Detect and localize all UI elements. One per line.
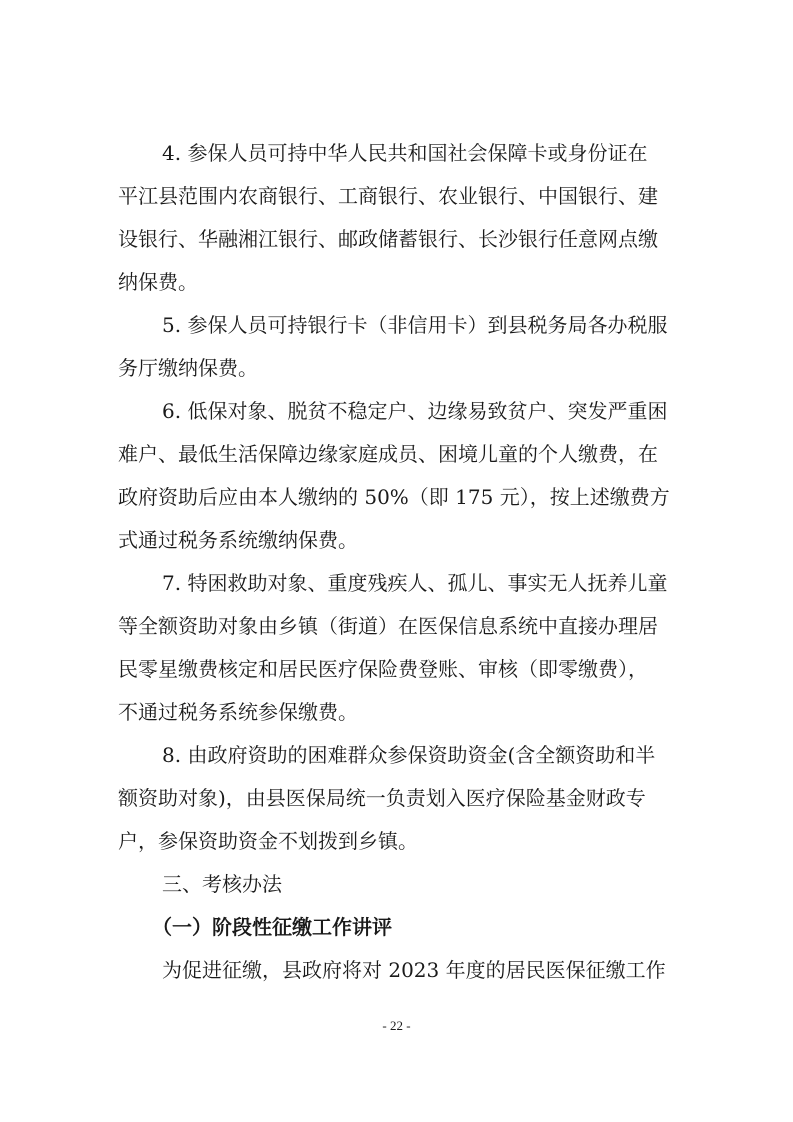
paragraph-6-line-4: 式通过税务系统缴纳保费。 [118, 528, 358, 552]
subsection-heading: （一）阶段性征缴工作讲评 [152, 915, 392, 939]
paragraph-4-line-3: 设银行、华融湘江银行、邮政储蓄银行、长沙银行任意网点缴 [118, 227, 658, 251]
paragraph-8-line-1: 8. 由政府资助的困难群众参保资助资金(含全额资助和半 [162, 743, 656, 767]
paragraph-7-line-2: 等全额资助对象由乡镇（街道）在医保信息系统中直接办理居 [118, 614, 658, 638]
paragraph-5-line-1: 5. 参保人员可持银行卡（非信用卡）到县税务局各办税服 [162, 313, 668, 337]
paragraph-7-line-3: 民零星缴费核定和居民医疗保险费登账、审核（即零缴费）， [118, 657, 648, 681]
section-heading: 三、考核办法 [162, 872, 282, 896]
paragraph-4-line-4: 纳保费。 [118, 270, 198, 294]
paragraph-6-line-1: 6. 低保对象、脱贫不稳定户、边缘易致贫户、突发严重困 [162, 399, 668, 423]
paragraph-7-line-1: 7. 特困救助对象、重度残疾人、孤儿、事实无人抚养儿童 [162, 571, 668, 595]
paragraph-8-line-2: 额资助对象)，由县医保局统一负责划入医疗保险基金财政专 [118, 786, 646, 810]
paragraph-4-line-2: 平江县范围内农商银行、工商银行、农业银行、中国银行、建 [118, 184, 658, 208]
paragraph-7-line-4: 不通过税务系统参保缴费。 [118, 700, 358, 724]
paragraph-8-line-3: 户，参保资助资金不划拨到乡镇。 [118, 829, 418, 853]
paragraph-4-line-1: 4. 参保人员可持中华人民共和国社会保障卡或身份证在 [162, 141, 648, 165]
paragraph-5-line-2: 务厅缴纳保费。 [118, 356, 258, 380]
page-number: - 22 - [382, 1018, 411, 1033]
paragraph-6-line-2: 难户、最低生活保障边缘家庭成员、困境儿童的个人缴费，在 [118, 442, 658, 466]
paragraph-6-line-3: 政府资助后应由本人缴纳的 50%（即 175 元），按上述缴费方 [118, 485, 670, 509]
body-paragraph-line: 为促进征缴，县政府将对 2023 年度的居民医保征缴工作 [162, 958, 666, 982]
